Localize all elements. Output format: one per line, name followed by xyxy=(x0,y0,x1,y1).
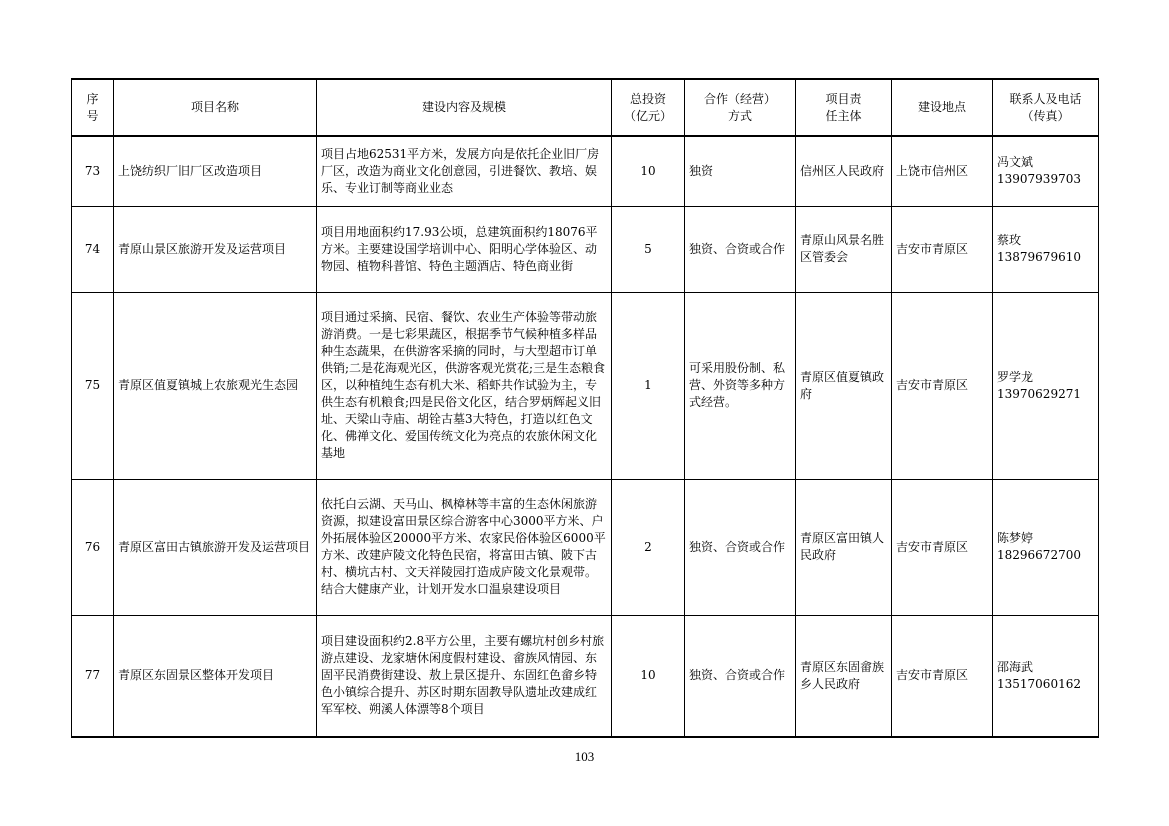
cell-investment: 5 xyxy=(612,206,685,292)
cell-content: 依托白云湖、天马山、枫樟林等丰富的生态休闲旅游资源，拟建设富田景区综合游客中心3000平方米、户外拓展体验区20000平方米、农家民俗体验区6000平方米、改建庐陵文化特色民宿，将富田古镇、陂下古村、横坑古村、文天祥陵园打造成庐陵文化景观带。结合大健康产业，计划开发水口温泉建设项目 xyxy=(317,479,612,615)
cell-investment: 10 xyxy=(612,136,685,206)
cell-content: 项目占地62531平方米，发展方向是依托企业旧厂房厂区，改造为商业文化创意园，引进餐饮、教培、娱乐、专业订制等商业业态 xyxy=(317,136,612,206)
contact-name: 蔡玫 xyxy=(997,233,1022,247)
table-row xyxy=(72,136,1099,206)
cell-location: 吉安市青原区 xyxy=(892,292,993,479)
cell-location: 吉安市青原区 xyxy=(892,479,993,615)
cell-content: 项目通过采摘、民宿、餐饮、农业生产体验等带动旅游消费。一是七彩果蔬区，根据季节气候种植多样品种生态蔬果，在供游客采摘的同时，与大型超市订单供销;二是花海观光区，供游客观光赏花;三是生态粮食区，以种植纯生态有机大米、稻虾共作试验为主，专供生态有机粮食;四是民俗文化区，结合罗炳辉起义旧址、天梁山寺庙、胡铨古墓3大特色，打造以红色文化、佛禅文化、爱国传统文化为亮点的农旅休闲文化基地 xyxy=(317,292,612,479)
cell-seq: 76 xyxy=(72,479,114,615)
cell-owner: 青原区富田镇人民政府 xyxy=(796,479,892,615)
cell-owner: 青原山风景名胜区管委会 xyxy=(796,206,892,292)
contact-phone: 13879679610 xyxy=(997,250,1081,264)
contact-name: 陈梦婷 xyxy=(997,531,1034,545)
cell-investment: 1 xyxy=(612,292,685,479)
cell-cooperation: 独资 xyxy=(685,136,796,206)
contact-phone: 18296672700 xyxy=(997,548,1081,562)
header-cooperation: 合作（经营） 方式 xyxy=(685,79,796,136)
header-seq: 序 号 xyxy=(72,79,114,136)
cell-contact xyxy=(993,292,1099,479)
cell-owner: 信州区人民政府 xyxy=(796,136,892,206)
cell-contact xyxy=(993,136,1099,206)
cell-contact xyxy=(993,615,1099,737)
header-contact: 联系人及电话 （传真） xyxy=(993,79,1099,136)
cell-seq: 74 xyxy=(72,206,114,292)
cell-name: 青原区值夏镇城上农旅观光生态园 xyxy=(114,292,317,479)
cell-owner: 青原区值夏镇政府 xyxy=(796,292,892,479)
table-row xyxy=(72,292,1099,479)
cell-seq: 73 xyxy=(72,136,114,206)
cell-contact xyxy=(993,206,1099,292)
contact-phone: 13517060162 xyxy=(997,676,1081,691)
cell-investment: 2 xyxy=(612,479,685,615)
contact-name: 冯文斌 xyxy=(997,155,1034,170)
cell-cooperation: 独资、合资或合作 xyxy=(685,479,796,615)
header-investment: 总投资 （亿元） xyxy=(612,79,685,136)
cell-cooperation: 独资、合资或合作 xyxy=(685,615,796,737)
contact-name: 罗学龙 xyxy=(997,369,1034,384)
header-row xyxy=(72,79,1099,136)
cell-owner: 青原区东固畲族乡人民政府 xyxy=(796,615,892,737)
contact-phone: 13970629271 xyxy=(997,386,1081,401)
header-content: 建设内容及规模 xyxy=(317,79,612,136)
cell-content: 项目建设面积约2.8平方公里，主要有螺坑村创乡村旅游点建设、龙家塘休闲度假村建设、畲族风情园、东固平民消费街建设、敖上景区提升、东固红色畲乡特色小镇综合提升、苏区时期东固教导队遗址改建成红军军校、朔溪人体漂等8个项目 xyxy=(317,615,612,737)
page-number: 103 xyxy=(574,749,595,764)
contact-name: 邵海武 xyxy=(997,659,1034,674)
table-row xyxy=(72,615,1099,737)
cell-name: 青原区东固景区整体开发项目 xyxy=(114,615,317,737)
cell-location: 上饶市信州区 xyxy=(892,136,993,206)
cell-cooperation: 独资、合资或合作 xyxy=(685,206,796,292)
cell-contact xyxy=(993,479,1099,615)
cell-name: 青原区富田古镇旅游开发及运营项目 xyxy=(114,479,317,615)
cell-location: 吉安市青原区 xyxy=(892,206,993,292)
table-row xyxy=(72,479,1099,615)
cell-content: 项目用地面积约17.93公顷，总建筑面积约18076平方米。主要建设国学培训中心、阳明心学体验区、动物园、植物科普馆、特色主题酒店、特色商业街 xyxy=(317,206,612,292)
cell-investment: 10 xyxy=(612,615,685,737)
header-location: 建设地点 xyxy=(892,79,993,136)
project-table xyxy=(71,78,1099,738)
cell-cooperation: 可采用股份制、私营、外资等多种方式经营。 xyxy=(685,292,796,479)
contact-phone: 13907939703 xyxy=(997,172,1081,187)
header-owner: 项目责 任主体 xyxy=(796,79,892,136)
cell-seq: 77 xyxy=(72,615,114,737)
table-row xyxy=(72,206,1099,292)
cell-location: 吉安市青原区 xyxy=(892,615,993,737)
cell-name: 上饶纺织厂旧厂区改造项目 xyxy=(114,136,317,206)
cell-seq: 75 xyxy=(72,292,114,479)
header-name: 项目名称 xyxy=(114,79,317,136)
cell-name: 青原山景区旅游开发及运营项目 xyxy=(114,206,317,292)
